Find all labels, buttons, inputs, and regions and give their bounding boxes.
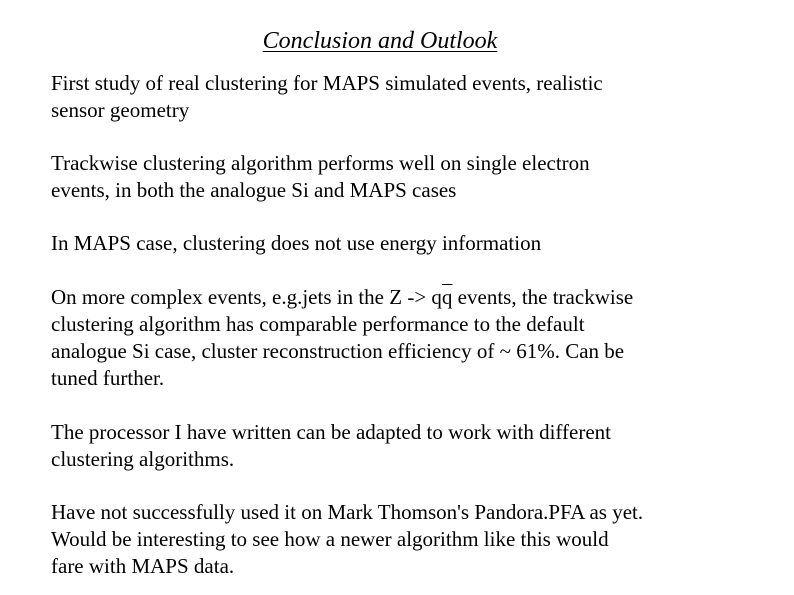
paragraph-line: events, in both the analogue Si and MAPS cases: [51, 178, 457, 202]
paragraph-line: fare with MAPS data.: [51, 554, 235, 578]
paragraph-line: clustering algorithm has comparable performance to the default: [51, 312, 585, 336]
paragraph-maps-clustering-study: [51, 70, 781, 124]
paragraph-energy-information: [51, 230, 781, 257]
paragraph-trackwise-clustering: [51, 150, 781, 204]
antiquark-symbol: $\overline{q}$: [441, 285, 453, 309]
paragraph-line: tuned further.: [51, 366, 165, 390]
paragraph-line: sensor geometry: [51, 98, 190, 122]
paragraph-line: First study of real clustering for MAPS simulated events, realistic: [51, 71, 603, 95]
paragraph-line: In MAPS case, clustering does not use energy information: [51, 231, 542, 255]
line-text-before: On more complex events, e.g.jets in the Z -> q: [51, 285, 442, 309]
paragraph-pandora-pfa: [51, 499, 781, 580]
line-text-after: events, the trackwise: [452, 285, 634, 309]
paragraph-processor: [51, 419, 781, 473]
paragraph-line: clustering algorithms.: [51, 447, 235, 471]
paragraph-line: Have not successfully used it on Mark Thomson's Pandora.PFA as yet.: [51, 500, 644, 524]
slide-title: Conclusion and Outlook: [262, 28, 498, 54]
paragraph-line: analogue Si case, cluster reconstruction efficiency of ~ 61%. Can be: [51, 339, 625, 363]
paragraph-line: Would be interesting to see how a newer algorithm like this would: [51, 527, 609, 551]
paragraph-line: [51, 284, 781, 311]
paragraph-line: Trackwise clustering algorithm performs well on single electron: [51, 151, 590, 175]
paragraph-complex-events: [51, 284, 781, 392]
paragraph-line: The processor I have written can be adapted to work with different: [51, 420, 611, 444]
